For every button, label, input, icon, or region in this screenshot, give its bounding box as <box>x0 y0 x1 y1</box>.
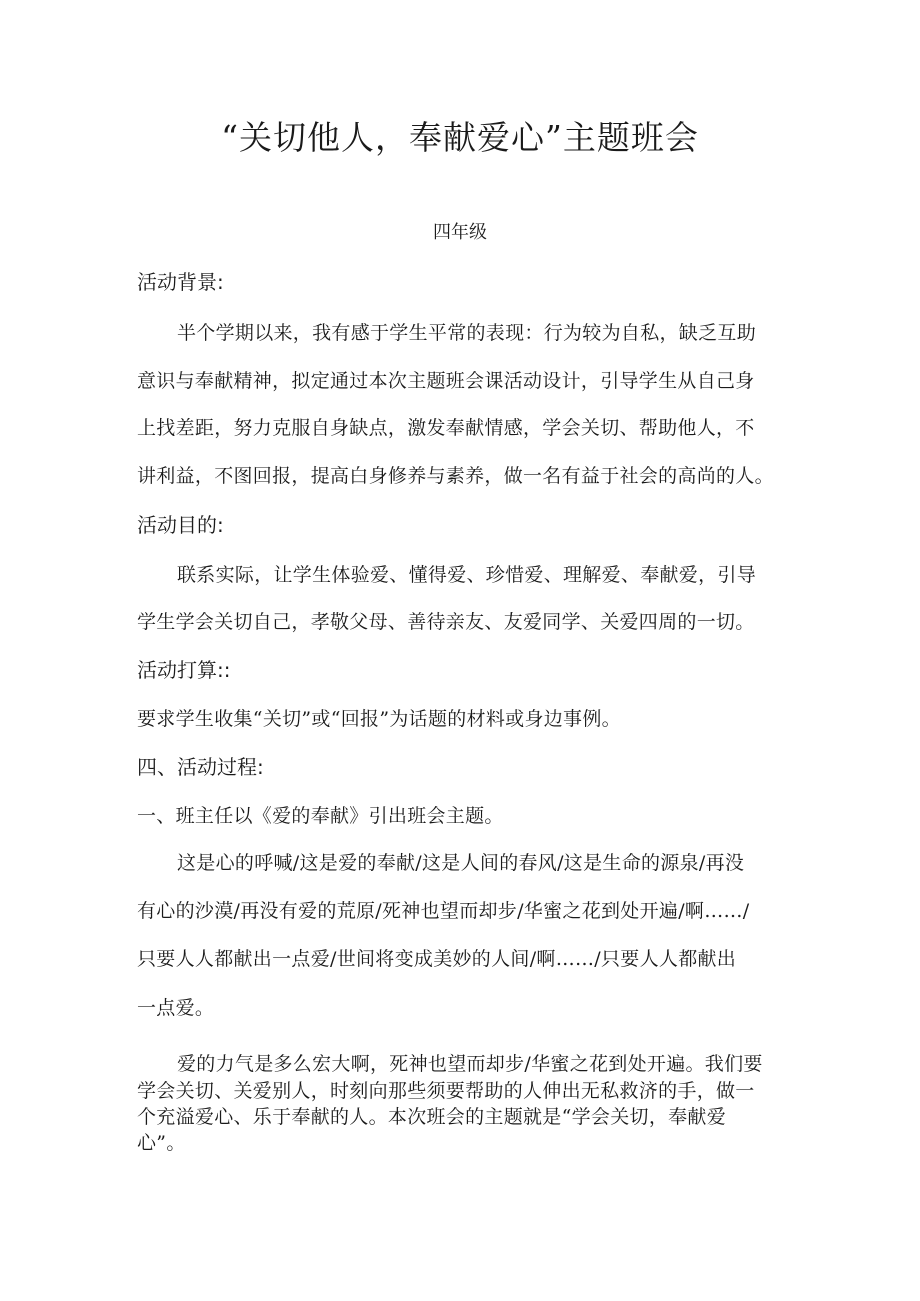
closing-line-4: 心”。 <box>137 1132 186 1154</box>
closing-line-2: 学会关切、关爱别人，时刻向那些须要帮助的人伸出无私救济的手，做一 <box>137 1080 755 1102</box>
process-step-1: 一、班主任以《爱的奉献》引出班会主题。 <box>137 805 504 827</box>
section-heading-purpose: 活动目的: <box>137 513 224 537</box>
poem-line-2: 有心的沙漠/再没有爱的荒原/死神也望而却步/华蜜之花到处开遍/啊……/ <box>137 900 750 922</box>
poem-line-1: 这是心的呼喊/这是爱的奉献/这是人间的春风/这是生命的源泉/再没 <box>177 852 745 874</box>
background-line-1: 半个学期以来，我有感于学生平常的表现：行为较为自私，缺乏互助 <box>177 322 757 344</box>
poem-line-3: 只要人人都献出一点爱/世间将变成美妙的人间/啊……/只要人人都献出 <box>137 948 737 970</box>
background-line-4: 讲利益，不图回报，提高白身修养与素养，做一名有益于社会的高尚的人。 <box>137 465 774 487</box>
purpose-line-2: 学生学会关切自己，孝敬父母、善待亲友、友爱同学、关爱四周的一切。 <box>137 611 755 633</box>
closing-line-3: 个充溢爱心、乐于奉献的人。本次班会的主题就是“学会关切，奉献爱 <box>137 1106 727 1128</box>
background-line-2: 意识与奉献精神，拟定通过本次主题班会课活动设计，引导学生从自己身 <box>137 370 755 392</box>
closing-line-1: 爱的力气是多么宏大啊，死神也望而却步/华蜜之花到处开遍。我们要 <box>177 1053 763 1075</box>
section-heading-background: 活动背景: <box>137 270 224 294</box>
section-heading-process: 四、活动过程: <box>137 755 264 779</box>
grade-label: 四年级 <box>433 222 487 243</box>
plan-line-1: 要求学生收集“关切”或“回报”为话题的材料或身边事例。 <box>137 708 621 730</box>
background-line-3: 上找差距，努力克服自身缺点，激发奉献情感，学会关切、帮助他人，不 <box>137 417 755 439</box>
section-heading-plan: 活动打算:: <box>137 658 231 682</box>
page-title: “关切他人，奉献爱心”主题班会 <box>221 118 699 157</box>
purpose-line-1: 联系实际，让学生体验爱、懂得爱、珍惜爱、理解爱、奉献爱，引导 <box>177 564 757 586</box>
poem-line-4: 一点爱。 <box>137 997 215 1019</box>
